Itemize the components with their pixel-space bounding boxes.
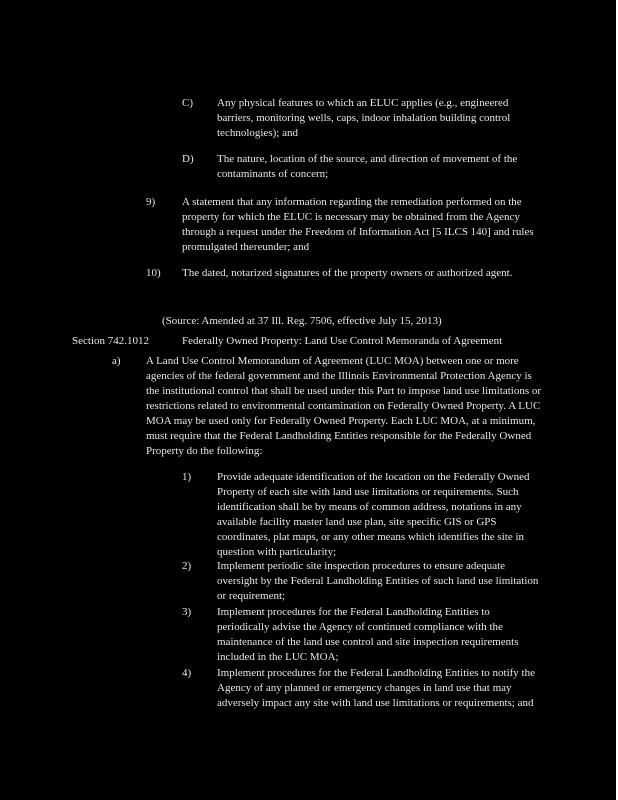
item-label: D) [182,153,194,165]
item-label: 10) [146,267,161,279]
item-label: 1) [182,471,192,483]
item-text: The dated, notarized signatures of the property owners or authorized agent. [182,267,513,279]
source-note: (Source: Amended at 37 Ill. Reg. 7506, effective July 15, 2013) [162,315,442,327]
item-label: 4) [182,667,192,679]
paragraph-label: a) [112,355,121,367]
item-text: Implement periodic site inspection procedures to ensure adequate oversight by the Federal Landholding Entities of such land use limitation or requirement; [217,560,539,602]
item-text: Implement procedures for the Federal Landholding Entities to periodically advise the Agency of continued compliance with the maintenance of the land use control and site inspection requirements included in the LUC MOA; [217,606,519,663]
item-text: The nature, location of the source, and direction of movement of the contaminants of concern; [217,153,518,180]
paragraph-text: A Land Use Control Memorandum of Agreement (LUC MOA) between one or more agencies of the federal government and the Illinois Environmental Protection Agency is the institutional control that shall be used under this Part to impose land use limitations or restrictions related to environmental contamination on Federally Owned Property. A LUC MOA may be used only for Federally Owned Property. Each LUC MOA, at a minimum, must require that the Federal Landholding Entities responsible for the Federally Owned Property do the following: [146,355,542,457]
item-text: Implement procedures for the Federal Landholding Entities to notify the Agency of any planned or emergency changes in land use that may adversely impact any site with land use limitations or requirements; and [217,667,535,709]
item-text: Provide adequate identification of the location on the Federally Owned Property of each site with land use limitations or requirements. Such identification shall be by means of common address, notations in any available facility master land use plan, site specific GIS or GPS coordinates, plat maps, or any other means which identifies the site in question with particularity; [217,471,530,558]
section-number: Section 742.1012 [72,335,149,347]
item-text: Any physical features to which an ELUC applies (e.g., engineered barriers, monitoring wells, caps, indoor inhalation building control technologies); and [217,97,511,139]
item-text: A statement that any information regarding the remediation performed on the property for which the ELUC is necessary may be obtained from the Agency through a request under the Freedom of Information Act [5 ILCS 140] and rules promulgated thereunder; and [182,196,534,253]
item-label: C) [182,97,193,109]
section-title: Federally Owned Property: Land Use Control Memoranda of Agreement [182,335,503,347]
item-label: 3) [182,606,192,618]
item-label: 2) [182,560,192,572]
item-label: 9) [146,196,156,208]
